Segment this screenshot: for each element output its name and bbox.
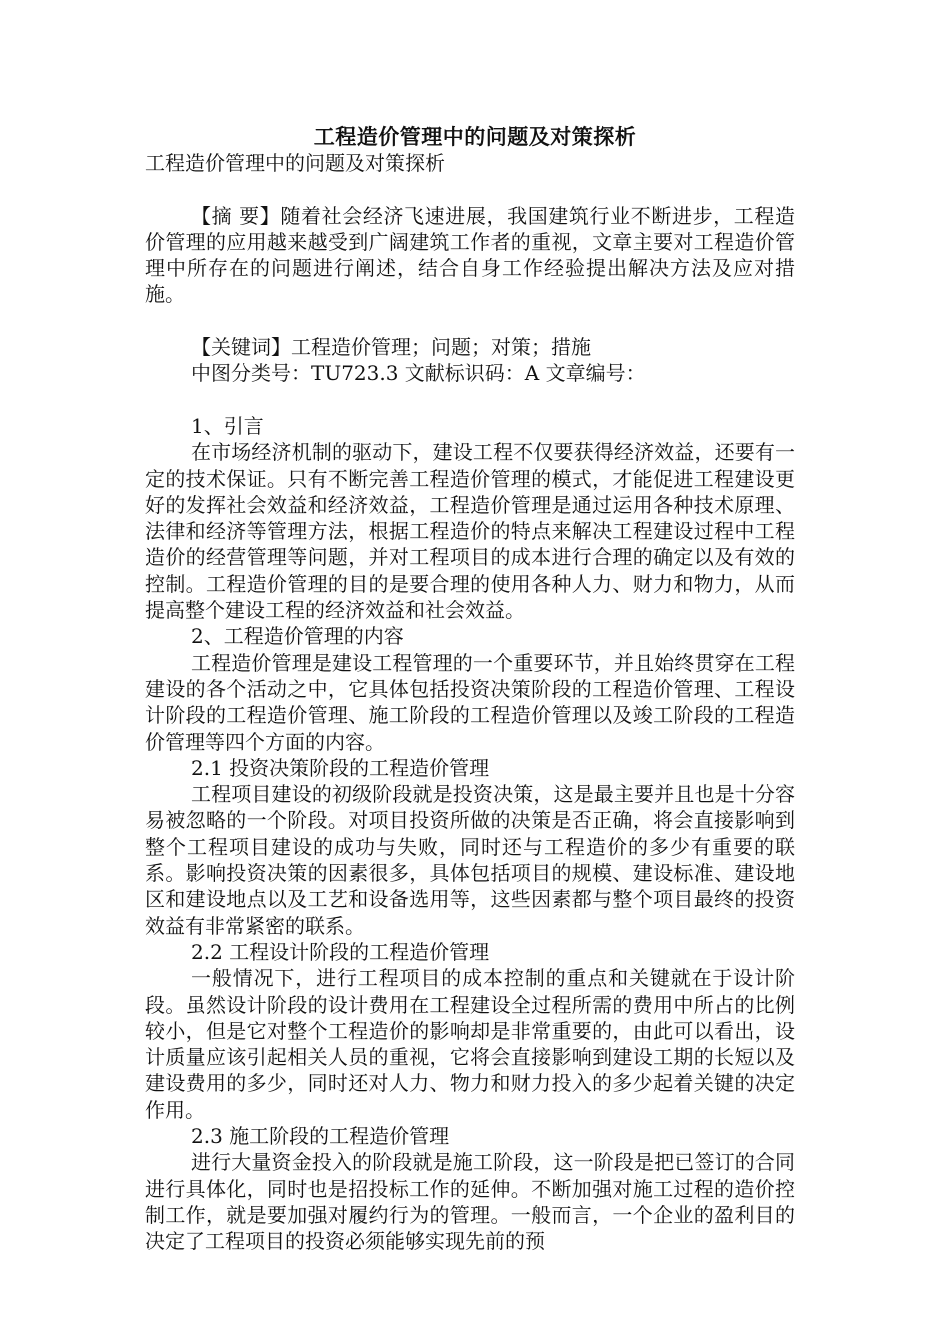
section-paragraph: 一般情况下，进行工程项目的成本控制的重点和关键就在于设计阶段。虽然设计阶段的设计费用在工程建设全过程所需的费用中所占的比例较小，但是它对整个工程造价的影响却是非常重要的，由此可以看出，设计质量应该引起相关人员的重视，它将会直接影响到建设工期的长短以及建设费用的多少，同时还对人力、物力和财力投入的多少起着关键的决定作用。 [145, 966, 795, 1122]
classification-line: 中图分类号：TU723.3 文献标识码：A 文章编号： [191, 361, 646, 386]
section-paragraph: 进行大量资金投入的阶段就是施工阶段，这一阶段是把已签订的合同进行具体化，同时也是招投标工作的延伸。不断加强对施工过程的造价控制工作，就是要加强对履约行为的管理。一般而言，一个企业的盈利目的决定了工程项目的投资必须能够实现先前的预 [145, 1150, 795, 1254]
abstract-paragraph: 【摘 要】随着社会经济飞速进展，我国建筑行业不断进步，工程造价管理的应用越来越受到广阔建筑工作者的重视，文章主要对工程造价管理中所存在的问题进行阐述，结合自身工作经验提出解决方法及应对措施。 [145, 203, 795, 307]
section-heading: 1、引言 [191, 413, 264, 438]
blank-line [145, 387, 795, 413]
keywords-line: 【关键词】工程造价管理；问题；对策；措施 [191, 335, 591, 360]
section-paragraph: 在市场经济机制的驱动下，建设工程不仅要获得经济效益，还要有一定的技术保证。只有不断完善工程造价管理的模式，才能促进工程建设更好的发挥社会效益和经济效益，工程造价管理是通过运用各种技术原理、法律和经济等管理方法，根据工程造价的特点来解决工程建设过程中工程造价的经营管理等问题，并对工程项目的成本进行合理的确定以及有效的控制。工程造价管理的目的是要合理的使用各种人力、财力和物力，从而提高整个建设工程的经济效益和社会效益。 [145, 440, 795, 623]
blank-line [145, 176, 795, 202]
document-title: 工程造价管理中的问题及对策探析 [313, 124, 637, 149]
section-heading: 2.1 投资决策阶段的工程造价管理 [191, 755, 490, 780]
document-body [145, 150, 795, 1254]
section-heading: 2.2 工程设计阶段的工程造价管理 [191, 939, 490, 964]
blank-line [145, 308, 795, 334]
section-heading: 2、工程造价管理的内容 [191, 624, 404, 649]
section-paragraph: 工程项目建设的初级阶段就是投资决策，这是最主要并且也是十分容易被忽略的一个阶段。对项目投资所做的决策是否正确，将会直接影响到整个工程项目建设的成功与失败，同时还与工程造价的多少有重要的联系。影响投资决策的因素很多，具体包括项目的规模、建设标准、建设地区和建设地点以及工艺和设备选用等，这些因素都与整个项目最终的投资效益有非常紧密的联系。 [145, 782, 795, 938]
section-paragraph: 工程造价管理是建设工程管理的一个重要环节，并且始终贯穿在工程建设的各个活动之中，它具体包括投资决策阶段的工程造价管理、工程设计阶段的工程造价管理、施工阶段的工程造价管理以及竣工阶段的工程造价管理等四个方面的内容。 [145, 650, 795, 754]
document-subtitle: 工程造价管理中的问题及对策探析 [145, 151, 445, 175]
section-heading: 2.3 施工阶段的工程造价管理 [191, 1123, 450, 1148]
